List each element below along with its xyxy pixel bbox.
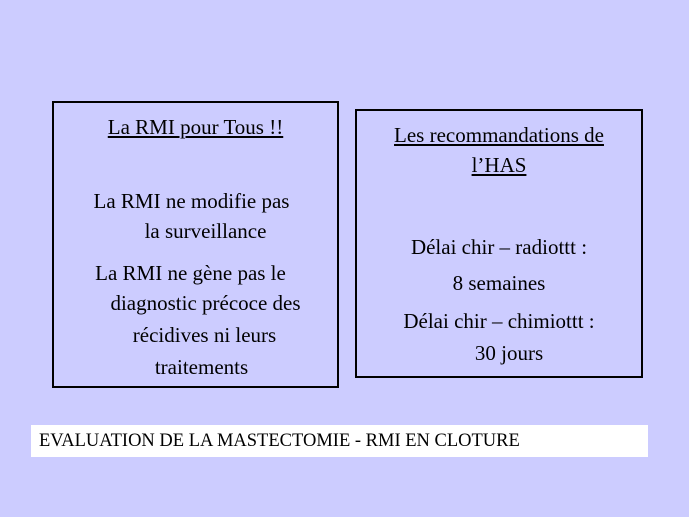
right-box-title-line-1: Les recommandations de — [394, 123, 604, 147]
left-box-line-2: la surveillance — [144, 219, 267, 243]
right-box-line-4: 30 jours — [474, 341, 544, 365]
left-box-line-4: diagnostic précoce des — [110, 291, 301, 315]
left-box-line-3: La RMI ne gène pas le — [95, 261, 286, 285]
right-box-title-line-2: l’HAS — [471, 153, 527, 177]
right-box-line-3: Délai chir – chimiottt : — [403, 309, 595, 333]
left-box-line-5: récidives ni leurs — [132, 323, 277, 347]
left-text-box — [52, 101, 339, 388]
right-box-line-1: Délai chir – radiottt : — [410, 235, 588, 259]
footer-caption: EVALUATION DE LA MASTECTOMIE - RMI EN CLOTURE — [31, 425, 648, 457]
right-text-box — [355, 109, 643, 378]
left-box-title: La RMI pour Tous !! — [107, 115, 284, 139]
left-box-line-6: traitements — [154, 355, 249, 379]
right-box-line-2: 8 semaines — [452, 271, 546, 295]
left-box-line-1: La RMI ne modifie pas — [93, 189, 290, 213]
